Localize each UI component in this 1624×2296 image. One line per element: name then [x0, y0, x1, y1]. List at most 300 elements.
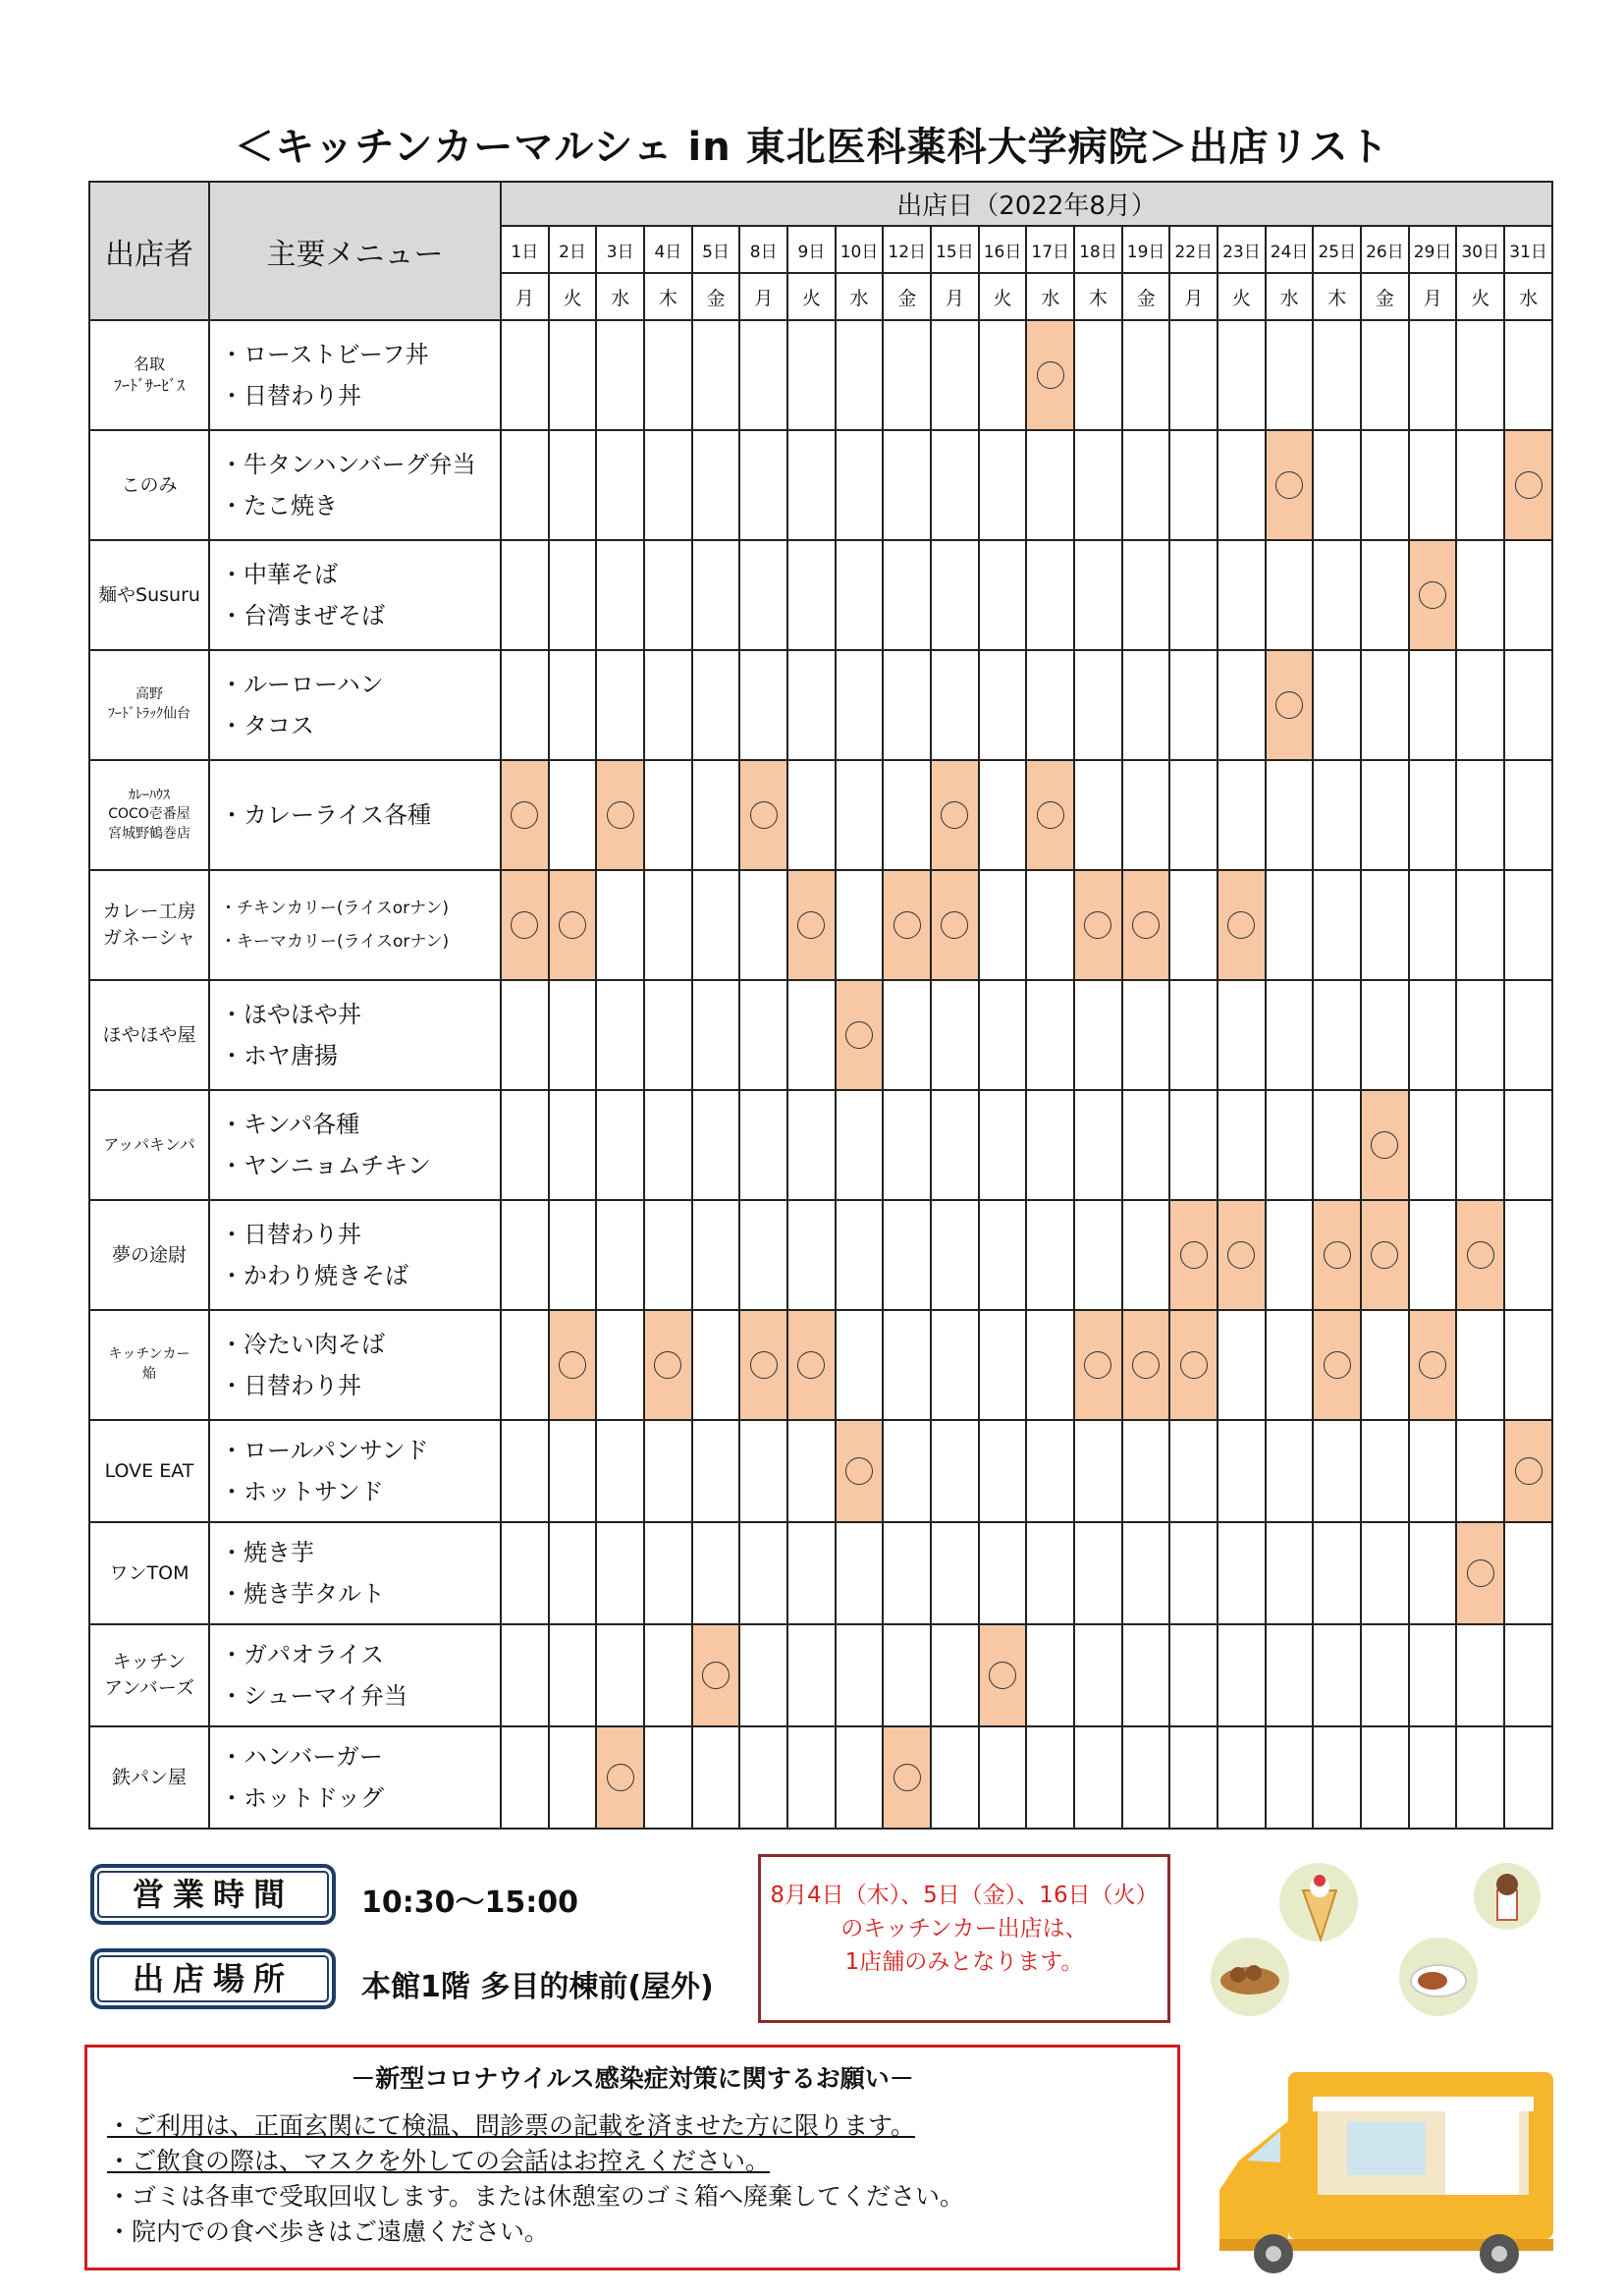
- schedule-cell: [549, 430, 597, 540]
- weekday-header: 木: [644, 273, 692, 320]
- open-mark-icon: [750, 1351, 778, 1379]
- schedule-cell: [1409, 430, 1457, 540]
- schedule-cell: [931, 540, 979, 650]
- food-illustrations: [1193, 1861, 1566, 2033]
- schedule-cell: [1074, 1200, 1122, 1310]
- schedule-cell: [883, 1522, 931, 1624]
- schedule-cell: [1313, 1310, 1361, 1420]
- day-header: 26日: [1361, 226, 1409, 273]
- weekday-header: 火: [549, 273, 597, 320]
- schedule-cell: [1169, 1624, 1218, 1726]
- weekday-header: 月: [739, 273, 787, 320]
- corona-line: ・ご飲食の際は、マスクを外しての会話はお控えください。: [107, 2147, 771, 2175]
- open-mark-icon: [1037, 361, 1064, 389]
- schedule-cell: [1313, 430, 1361, 540]
- schedule-cell: [501, 1522, 549, 1624]
- menu-items: ・ローストビーフ丼 ・日替わり丼: [209, 320, 501, 430]
- schedule-cell: [787, 430, 836, 540]
- day-header: 1日: [501, 226, 549, 273]
- schedule-cell: [549, 1200, 597, 1310]
- vendor-name: LOVE EAT: [89, 1420, 209, 1522]
- schedule-cell: [1266, 320, 1314, 430]
- schedule-cell: [931, 430, 979, 540]
- schedule-cell: [836, 1624, 884, 1726]
- weekday-header: 火: [1456, 273, 1504, 320]
- vendor-row: [89, 1310, 1552, 1420]
- day-header: 24日: [1266, 226, 1314, 273]
- schedule-cell: [1026, 1726, 1074, 1829]
- curry-icon: [1399, 1938, 1478, 2016]
- schedule-cell: [1266, 430, 1314, 540]
- schedule-cell: [1026, 1522, 1074, 1624]
- schedule-cell: [644, 870, 692, 980]
- schedule-cell: [739, 760, 787, 870]
- schedule-cell: [692, 1310, 740, 1420]
- schedule-cell: [1218, 1200, 1266, 1310]
- schedule-cell: [931, 1624, 979, 1726]
- schedule-cell: [549, 760, 597, 870]
- schedule-cell: [883, 650, 931, 760]
- vendor-name: カレー工房 ガネーシャ: [89, 870, 209, 980]
- schedule-cell: [1504, 980, 1552, 1090]
- schedule-cell: [931, 1200, 979, 1310]
- schedule-cell: [787, 1090, 836, 1200]
- menu-items: ・キンパ各種 ・ヤンニョムチキン: [209, 1090, 501, 1200]
- open-mark-icon: [1324, 1241, 1351, 1269]
- day-header: 4日: [644, 226, 692, 273]
- schedule-cell: [1266, 1310, 1314, 1420]
- open-mark-icon: [797, 911, 825, 939]
- schedule-cell: [1361, 1726, 1409, 1829]
- schedule-cell: [501, 870, 549, 980]
- notice-line: のキッチンカー出店は、: [840, 1916, 1088, 1941]
- schedule-cell: [739, 1090, 787, 1200]
- weekday-header: 水: [1504, 273, 1552, 320]
- schedule-cell: [739, 1200, 787, 1310]
- schedule-cell: [739, 1624, 787, 1726]
- schedule-cell: [1504, 1090, 1552, 1200]
- schedule-cell: [739, 650, 787, 760]
- schedule-cell: [1026, 320, 1074, 430]
- schedule-cell: [596, 980, 644, 1090]
- schedule-cell: [979, 430, 1027, 540]
- schedule-cell: [644, 1726, 692, 1829]
- schedule-cell: [1218, 1624, 1266, 1726]
- corona-line: ・ゴミは各車で受取回収します。または休憩室のゴミ箱へ廃棄してください。: [107, 2182, 965, 2211]
- open-mark-icon: [1227, 1241, 1255, 1269]
- schedule-cell: [1218, 1090, 1266, 1200]
- weekday-header: 水: [596, 273, 644, 320]
- schedule-cell: [787, 1200, 836, 1310]
- schedule-cell: [787, 760, 836, 870]
- col-vendor-header: 出店者: [89, 182, 209, 320]
- schedule-cell: [1409, 1090, 1457, 1200]
- schedule-cell: [692, 540, 740, 650]
- open-mark-icon: [1324, 1351, 1351, 1379]
- weekday-header: 木: [1074, 273, 1122, 320]
- open-mark-icon: [1132, 1351, 1160, 1379]
- schedule-cell: [1074, 1624, 1122, 1726]
- weekday-header: 木: [1313, 273, 1361, 320]
- schedule-cell: [931, 980, 979, 1090]
- schedule-cell: [836, 1420, 884, 1522]
- schedule-cell: [931, 1090, 979, 1200]
- schedule-cell: [1456, 870, 1504, 980]
- schedule-cell: [1361, 1624, 1409, 1726]
- schedule-cell: [836, 1310, 884, 1420]
- schedule-cell: [979, 870, 1027, 980]
- schedule-cell: [1266, 760, 1314, 870]
- schedule-cell: [596, 1310, 644, 1420]
- schedule-cell: [692, 760, 740, 870]
- schedule-cell: [1218, 320, 1266, 430]
- schedule-cell: [1266, 1090, 1314, 1200]
- schedule-cell: [549, 1726, 597, 1829]
- schedule-cell: [1074, 1090, 1122, 1200]
- schedule-cell: [1026, 1310, 1074, 1420]
- schedule-cell: [739, 540, 787, 650]
- parfait-icon: [1474, 1863, 1541, 1930]
- schedule-cell: [1504, 1200, 1552, 1310]
- vendor-row: [89, 650, 1552, 760]
- schedule-cell: [1313, 1726, 1361, 1829]
- schedule-cell: [1361, 1522, 1409, 1624]
- schedule-cell: [1504, 430, 1552, 540]
- menu-items: ・牛タンハンバーグ弁当 ・たこ焼き: [209, 430, 501, 540]
- schedule-cell: [596, 320, 644, 430]
- schedule-cell: [596, 650, 644, 760]
- schedule-cell: [1361, 760, 1409, 870]
- schedule-cell: [1074, 1310, 1122, 1420]
- vendor-row: [89, 1522, 1552, 1624]
- takoyaki-icon: [1211, 1938, 1289, 2016]
- schedule-cell: [739, 870, 787, 980]
- schedule-cell: [883, 980, 931, 1090]
- schedule-cell: [596, 430, 644, 540]
- schedule-cell: [501, 1200, 549, 1310]
- schedule-cell: [1026, 760, 1074, 870]
- schedule-cell: [1074, 430, 1122, 540]
- schedule-cell: [1409, 650, 1457, 760]
- vendor-name: 麺やSusuru: [89, 540, 209, 650]
- schedule-cell: [1313, 1200, 1361, 1310]
- schedule-cell: [1122, 870, 1170, 980]
- schedule-cell: [1218, 1420, 1266, 1522]
- day-header: 23日: [1218, 226, 1266, 273]
- schedule-cell: [1026, 650, 1074, 760]
- schedule-cell: [1218, 650, 1266, 760]
- corona-line: ・院内での食べ歩きはご遠慮ください。: [107, 2217, 550, 2246]
- vendor-name: 鉄パン屋: [89, 1726, 209, 1829]
- open-mark-icon: [1371, 1131, 1398, 1159]
- schedule-cell: [1313, 870, 1361, 980]
- schedule-cell: [501, 1726, 549, 1829]
- schedule-cell: [1122, 1090, 1170, 1200]
- schedule-cell: [1218, 980, 1266, 1090]
- schedule-cell: [1074, 1522, 1122, 1624]
- schedule-cell: [1504, 320, 1552, 430]
- vendor-name: 夢の途尉: [89, 1200, 209, 1310]
- schedule-cell: [1313, 980, 1361, 1090]
- schedule-cell: [1361, 1420, 1409, 1522]
- schedule-cell: [1504, 1522, 1552, 1624]
- weekday-header: 火: [787, 273, 836, 320]
- schedule-cell: [883, 320, 931, 430]
- schedule-cell: [596, 1090, 644, 1200]
- day-header: 5日: [692, 226, 740, 273]
- day-header: 19日: [1122, 226, 1170, 273]
- weekday-header: 金: [1122, 273, 1170, 320]
- schedule-cell: [1169, 1200, 1218, 1310]
- schedule-cell: [1218, 1726, 1266, 1829]
- day-header: 29日: [1409, 226, 1457, 273]
- open-mark-icon: [1419, 581, 1446, 609]
- vendor-name: 名取 ﾌｰﾄﾞｻｰﾋﾞｽ: [89, 320, 209, 430]
- schedule-cell: [979, 540, 1027, 650]
- schedule-cell: [549, 980, 597, 1090]
- schedule-cell: [549, 870, 597, 980]
- schedule-cell: [979, 1726, 1027, 1829]
- vendor-row: [89, 1200, 1552, 1310]
- schedule-cell: [1361, 650, 1409, 760]
- open-mark-icon: [1275, 691, 1303, 719]
- schedule-cell: [931, 760, 979, 870]
- schedule-cell: [1361, 430, 1409, 540]
- schedule-cell: [596, 1420, 644, 1522]
- schedule-cell: [596, 760, 644, 870]
- schedule-cell: [1218, 430, 1266, 540]
- schedule-cell: [692, 1624, 740, 1726]
- schedule-cell: [787, 1310, 836, 1420]
- schedule-cell: [1026, 980, 1074, 1090]
- schedule-cell: [979, 1624, 1027, 1726]
- schedule-cell: [1313, 1420, 1361, 1522]
- day-header: 25日: [1313, 226, 1361, 273]
- schedule-cell: [931, 1726, 979, 1829]
- schedule-cell: [1504, 650, 1552, 760]
- food-truck-illustration: [1210, 2052, 1563, 2288]
- schedule-cell: [1026, 1200, 1074, 1310]
- schedule-cell: [1313, 540, 1361, 650]
- schedule-cell: [931, 650, 979, 760]
- schedule-cell: [1074, 1726, 1122, 1829]
- open-mark-icon: [1132, 911, 1160, 939]
- schedule-cell: [979, 320, 1027, 430]
- schedule-cell: [1409, 1726, 1457, 1829]
- schedule-cell: [1361, 980, 1409, 1090]
- schedule-cell: [979, 1090, 1027, 1200]
- schedule-cell: [1409, 760, 1457, 870]
- schedule-cell: [1361, 1090, 1409, 1200]
- schedule-cell: [1313, 1624, 1361, 1726]
- open-mark-icon: [1275, 471, 1303, 499]
- schedule-cell: [1361, 320, 1409, 430]
- schedule-cell: [1026, 1090, 1074, 1200]
- schedule-cell: [1409, 1200, 1457, 1310]
- schedule-cell: [931, 320, 979, 430]
- schedule-cell: [1026, 870, 1074, 980]
- menu-items: ・ルーローハン ・タコス: [209, 650, 501, 760]
- schedule-cell: [501, 1090, 549, 1200]
- schedule-cell: [787, 1420, 836, 1522]
- schedule-cell: [787, 1624, 836, 1726]
- schedule-cell: [1266, 1522, 1314, 1624]
- hours-label: 営業時間: [90, 1864, 336, 1925]
- schedule-cell: [644, 1420, 692, 1522]
- schedule-cell: [644, 430, 692, 540]
- schedule-cell: [979, 980, 1027, 1090]
- menu-items: ・ガパオライス ・シューマイ弁当: [209, 1624, 501, 1726]
- schedule-cell: [1504, 1726, 1552, 1829]
- schedule-cell: [1456, 1420, 1504, 1522]
- menu-items: ・焼き芋 ・焼き芋タルト: [209, 1522, 501, 1624]
- vendor-name: アッパキンパ: [89, 1090, 209, 1200]
- vendor-name: キッチン アンバーズ: [89, 1624, 209, 1726]
- schedule-cell: [1409, 540, 1457, 650]
- schedule-cell: [501, 1420, 549, 1522]
- schedule-cell: [1122, 1420, 1170, 1522]
- open-mark-icon: [654, 1351, 681, 1379]
- vendor-row: [89, 1624, 1552, 1726]
- schedule-cell: [1409, 320, 1457, 430]
- schedule-cell: [1456, 320, 1504, 430]
- schedule-cell: [883, 870, 931, 980]
- schedule-cell: [1122, 540, 1170, 650]
- schedule-cell: [787, 320, 836, 430]
- schedule-cell: [1122, 1726, 1170, 1829]
- open-mark-icon: [1180, 1351, 1208, 1379]
- notice-line: 8月4日（木）、5日（金）、16日（火）: [770, 1883, 1159, 1908]
- schedule-cell: [979, 1310, 1027, 1420]
- schedule-cell: [1122, 320, 1170, 430]
- schedule-cell: [836, 650, 884, 760]
- schedule-cell: [1266, 980, 1314, 1090]
- schedule-cell: [1169, 650, 1218, 760]
- schedule-cell: [1074, 540, 1122, 650]
- day-header: 9日: [787, 226, 836, 273]
- schedule-cell: [1169, 870, 1218, 980]
- schedule-cell: [1313, 1522, 1361, 1624]
- schedule-cell: [836, 540, 884, 650]
- schedule-cell: [836, 870, 884, 980]
- weekday-header: 月: [501, 273, 549, 320]
- schedule-cell: [596, 1522, 644, 1624]
- schedule-cell: [739, 1726, 787, 1829]
- corona-notice-box: [84, 2045, 1180, 2270]
- schedule-cell: [1456, 430, 1504, 540]
- schedule-cell: [1074, 650, 1122, 760]
- open-mark-icon: [511, 801, 538, 829]
- schedule-cell: [1456, 1624, 1504, 1726]
- schedule-cell: [692, 1200, 740, 1310]
- corona-title: －新型コロナウイルス感染症対策に関するお願い－: [351, 2064, 914, 2093]
- schedule-cell: [1122, 430, 1170, 540]
- weekday-header: 水: [836, 273, 884, 320]
- open-mark-icon: [941, 911, 968, 939]
- schedule-cell: [1409, 1420, 1457, 1522]
- schedule-cell: [1313, 650, 1361, 760]
- open-mark-icon: [1180, 1241, 1208, 1269]
- schedule-cell: [1122, 1200, 1170, 1310]
- menu-items: ・チキンカリー(ライスorナン) ・キーマカリー(ライスorナン): [209, 870, 501, 980]
- schedule-cell: [1026, 1420, 1074, 1522]
- open-mark-icon: [559, 1351, 586, 1379]
- schedule-cell: [1313, 320, 1361, 430]
- schedule-cell: [692, 1726, 740, 1829]
- schedule-cell: [501, 650, 549, 760]
- schedule-cell: [1266, 1200, 1314, 1310]
- schedule-cell: [1122, 760, 1170, 870]
- vendor-row: [89, 760, 1552, 870]
- schedule-cell: [644, 540, 692, 650]
- schedule-cell: [1409, 1522, 1457, 1624]
- open-mark-icon: [1227, 911, 1255, 939]
- schedule-cell: [1074, 870, 1122, 980]
- open-mark-icon: [941, 801, 968, 829]
- schedule-cell: [883, 540, 931, 650]
- schedule-cell: [1026, 430, 1074, 540]
- schedule-cell: [1122, 1310, 1170, 1420]
- schedule-cell: [596, 540, 644, 650]
- open-mark-icon: [1515, 471, 1543, 499]
- schedule-cell: [1266, 1420, 1314, 1522]
- weekday-header: 金: [692, 273, 740, 320]
- schedule-cell: [1504, 1310, 1552, 1420]
- schedule-cell: [787, 870, 836, 980]
- schedule-cell: [1169, 1522, 1218, 1624]
- menu-items: ・ロールパンサンド ・ホットサンド: [209, 1420, 501, 1522]
- open-mark-icon: [1084, 911, 1111, 939]
- schedule-cell: [979, 1200, 1027, 1310]
- schedule-cell: [1074, 760, 1122, 870]
- schedule-cell: [787, 980, 836, 1090]
- weekday-header: 月: [1169, 273, 1218, 320]
- schedule-cell: [501, 320, 549, 430]
- schedule-cell: [692, 980, 740, 1090]
- schedule-cell: [1122, 1522, 1170, 1624]
- open-mark-icon: [1371, 1241, 1398, 1269]
- schedule-cell: [931, 1522, 979, 1624]
- schedule-cell: [1169, 1420, 1218, 1522]
- vendor-name: このみ: [89, 430, 209, 540]
- col-dates-header: 出店日（2022年8月）: [501, 182, 1552, 226]
- day-header: 22日: [1169, 226, 1218, 273]
- weekday-header: 金: [883, 273, 931, 320]
- schedule-cell: [501, 980, 549, 1090]
- weekday-header: 月: [1409, 273, 1457, 320]
- schedule-cell: [1504, 540, 1552, 650]
- schedule-cell: [1313, 760, 1361, 870]
- schedule-cell: [1074, 980, 1122, 1090]
- schedule-cell: [1456, 1310, 1504, 1420]
- page-title: ＜キッチンカーマルシェ in 東北医科薬科大学病院＞出店リスト: [235, 125, 1389, 170]
- schedule-cell: [549, 650, 597, 760]
- schedule-cell: [549, 1624, 597, 1726]
- schedule-cell: [1026, 540, 1074, 650]
- schedule-cell: [787, 1726, 836, 1829]
- vendor-row: [89, 540, 1552, 650]
- schedule-cell: [644, 1200, 692, 1310]
- schedule-cell: [1266, 1624, 1314, 1726]
- menu-items: ・カレーライス各種: [209, 760, 501, 870]
- vendor-row: [89, 320, 1552, 430]
- schedule-cell: [692, 1420, 740, 1522]
- schedule-cell: [644, 1090, 692, 1200]
- schedule-cell: [836, 320, 884, 430]
- menu-items: ・中華そば ・台湾まぜそば: [209, 540, 501, 650]
- schedule-cell: [979, 1420, 1027, 1522]
- schedule-cell: [1218, 540, 1266, 650]
